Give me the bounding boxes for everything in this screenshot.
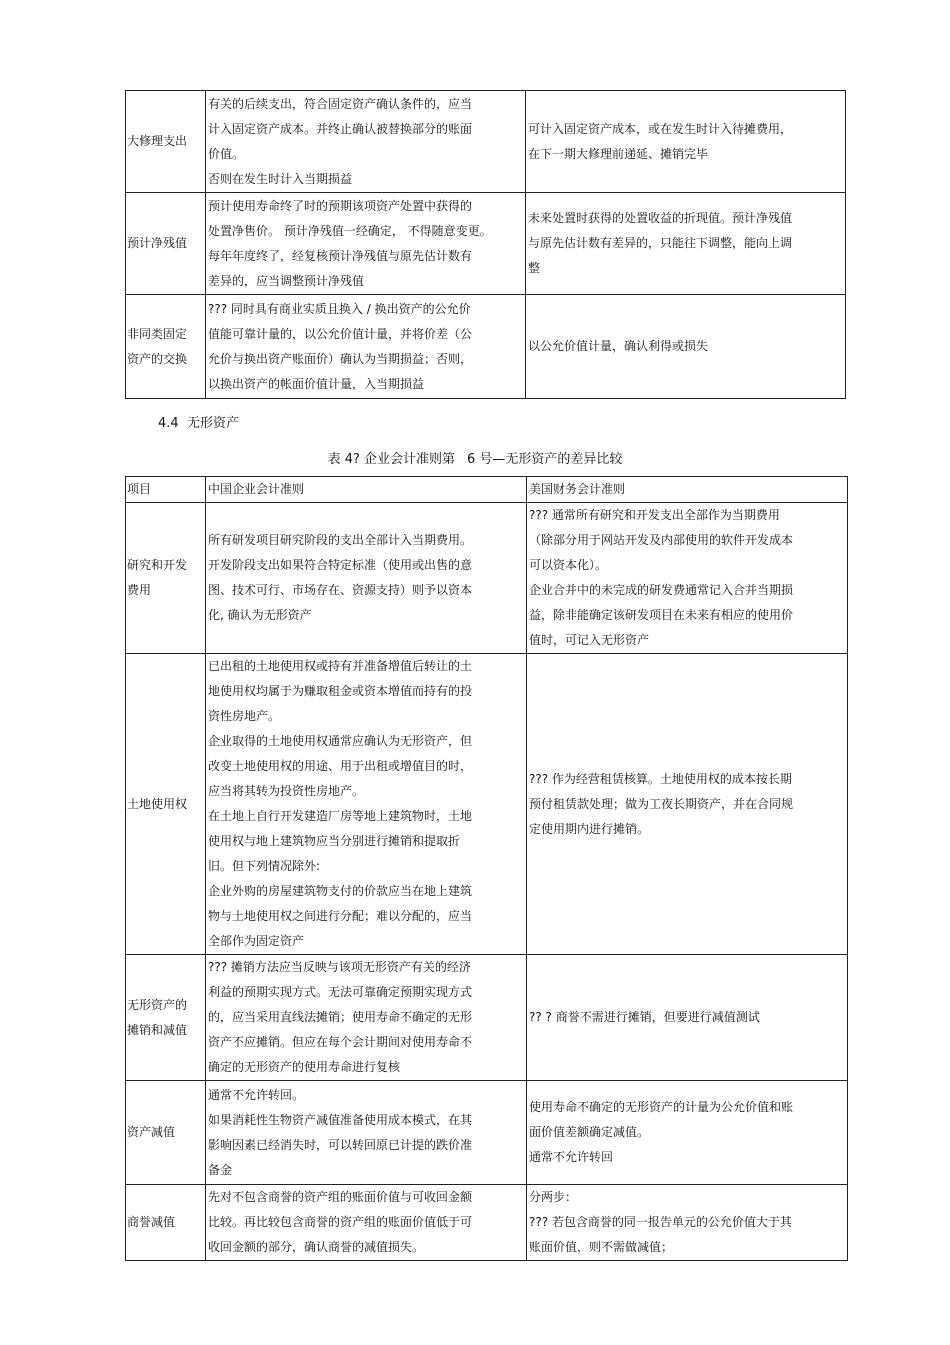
text-line: 在下一期大修理前递延、摊销完毕 — [528, 146, 709, 161]
section-title: 无形资产 — [186, 416, 239, 431]
text-line: 可计入固定资产成本，或在发生时计入待摊费用， — [528, 121, 793, 136]
row-item-cell — [126, 295, 206, 399]
text-line: 研究和开发 — [127, 558, 188, 572]
china-standard-cell — [206, 654, 527, 955]
us-standard-cell — [526, 295, 846, 399]
text-line: 益，除非能确定该研发项目在未来有相应的使用价 — [529, 608, 794, 622]
china-standard-cell — [206, 955, 527, 1081]
text-line: 非同类固定 — [127, 326, 188, 341]
row-item-cell — [126, 1185, 206, 1261]
text-line: 预计净残值 — [127, 236, 188, 250]
text-line: 每年年度终了，经复核预计净残值与原先估计数有 — [208, 248, 473, 263]
china-standard-cell — [206, 503, 527, 654]
text-line: ??? 作为经营租赁核算。土地使用权的成本按长期 — [529, 771, 792, 786]
text-line: 土地使用权 — [127, 796, 188, 811]
text-line: 使用权与地上建筑物应当分别进行摊销和提取折 — [208, 834, 461, 848]
table-row — [126, 295, 846, 399]
text-line: 未来处置时获得的处置收益的折现值。预计净残值 — [528, 211, 793, 225]
text-line: 资产不应摊销。但应在每个会计期间对使用寿命不 — [208, 1035, 473, 1049]
text-line: 整 — [528, 261, 541, 275]
text-line: （除部分用于网站开发及内部使用的软件开发成本 — [529, 533, 794, 547]
text-line: 允价与换出资产账面价）确认为当期损益；否则， — [208, 351, 473, 366]
text-line: 差异的，应当调整预计净残值 — [208, 273, 365, 288]
text-line: 如果消耗性生物资产减值准备使用成本模式，在其 — [208, 1112, 473, 1127]
table-row — [126, 1185, 848, 1261]
text-line: 已出租的土地使用权或持有并准备增值后转让的土 — [208, 659, 473, 673]
section-number: 4.4 — [158, 416, 179, 431]
text-line: 与原先估计数有差异的，只能往下调整，能向上调 — [528, 236, 793, 250]
us-standard-cell — [527, 1185, 848, 1261]
text-line: 所有研发项目研究阶段的支出全部计入当期费用。 — [208, 533, 473, 547]
text-line: 预计使用寿命终了时的预期该项资产处置中获得的 — [208, 198, 473, 213]
text-line: 分两步： — [529, 1190, 578, 1204]
text-line: 的，应当采用直线法摊销；使用寿命不确定的无形 — [208, 1010, 473, 1024]
text-line: 企业取得的土地使用权通常应确认为无形资产，但 — [208, 734, 473, 748]
row-item-cell — [126, 91, 206, 193]
text-line: 预付租赁款处理；做为工夜长期资产，并在合同规 — [529, 796, 794, 811]
table-row — [126, 654, 848, 955]
text-line: ??? 摊销方法应当反映与该项无形资产有关的经济 — [208, 960, 471, 974]
china-standard-cell — [206, 193, 526, 295]
text-line: 使用寿命不确定的无形资产的计量为公允价值和账 — [529, 1100, 794, 1114]
us-standard-cell — [526, 193, 846, 295]
text-line: ??? 同时具有商业实质且换入 / 换出资产的公允价 — [208, 301, 471, 316]
text-line: 通常不允许转回。 — [208, 1087, 305, 1102]
row-item-cell — [126, 193, 206, 295]
china-standard-cell — [206, 1081, 527, 1185]
text-line: 开发阶段支出如果符合特定标准（使用或出售的意 — [208, 558, 473, 572]
text-line: 值能可靠计量的，以公允价值计量，并将价差（公 — [208, 326, 473, 341]
text-line: 企业外购的房屋建筑物支付的价款应当在地上建筑 — [208, 884, 473, 898]
text-line: 在土地上自行开发建造厂房等地上建筑物时，土地 — [208, 809, 473, 823]
caption-part-1: 表 4? 企业会计准则第 — [327, 452, 456, 467]
caption-part-2: 6 号—无形资产的差异比较 — [467, 452, 623, 467]
text-line: 地使用权均属于为赚取租金或资本增值而持有的投 — [208, 684, 473, 698]
china-standard-cell — [206, 1185, 527, 1261]
text-line: ??? 若包含商誉的同一报告单元的公允价值大于其 — [529, 1215, 792, 1229]
table-caption — [0, 448, 950, 467]
row-item-cell — [126, 654, 206, 955]
text-line: 账面价值，则不需做减值； — [529, 1240, 674, 1254]
text-line: 收回金额的部分，确认商誉的减值损失。 — [208, 1240, 425, 1254]
china-standard-cell — [206, 91, 526, 193]
us-standard-cell — [527, 654, 848, 955]
text-line: 资产减值 — [127, 1125, 176, 1139]
text-line: 以换出资产的帐面价值计量，入当期损益 — [208, 376, 425, 391]
text-line: 价值。 — [208, 146, 245, 161]
text-line: 处置净售价。 预计净残值一经确定， 不得随意变更。 — [208, 223, 492, 238]
text-line: 化, 确认为无形资产 — [208, 608, 312, 622]
text-line: 有关的后续支出，符合固定资产确认条件的，应当 — [208, 96, 473, 111]
text-line: 摊销和减值 — [127, 1022, 188, 1037]
text-line: 先对不包含商誉的资产组的账面价值与可收回金额 — [208, 1190, 473, 1204]
text-line: 资性房地产。 — [208, 709, 281, 723]
us-standard-cell — [526, 91, 846, 193]
text-line: 大修理支出 — [127, 134, 188, 148]
text-line: ?? ? 商誉不需进行摊销，但要进行减值测试 — [529, 1010, 760, 1024]
us-standard-cell — [527, 1081, 848, 1185]
us-standard-cell — [527, 503, 848, 654]
text-line: 备金 — [208, 1162, 233, 1177]
text-line: 物与土地使用权之间进行分配；难以分配的，应当 — [208, 909, 473, 923]
header-china-standard: 中国企业会计准则 — [206, 477, 527, 503]
text-line: 通常不允许转回 — [529, 1150, 614, 1164]
text-line: 可以资本化）。 — [529, 558, 608, 572]
text-line: 改变土地使用权的用途、用于出租或增值目的时， — [208, 759, 473, 773]
text-line: 全部作为固定资产 — [208, 934, 305, 948]
header-item: 项目 — [126, 477, 206, 503]
table-row — [126, 1081, 848, 1185]
text-line: 面价值差额确定减值。 — [529, 1125, 650, 1139]
table-row — [126, 91, 846, 193]
text-line: 值时，可记入无形资产 — [529, 633, 650, 647]
text-line: 计入固定资产成本。并终止确认被替换部分的账面 — [208, 121, 473, 136]
text-line: 费用 — [127, 583, 152, 597]
text-line: 以公允价值计量，确认利得或损失 — [528, 339, 709, 353]
text-line: 企业合并中的未完成的研发费通常记入合并当期损 — [529, 583, 794, 597]
text-line: 定使用期内进行摊销。 — [529, 821, 650, 836]
text-line: 旧。但下列情况除外: — [208, 859, 321, 873]
header-us-standard: 美国财务会计准则 — [527, 477, 848, 503]
row-item-cell — [126, 955, 206, 1081]
text-line: 图、技术可行、市场存在、资源支持）则予以资本 — [208, 583, 473, 597]
text-line: 比较。再比较包含商誉的资产组的账面价值低于可 — [208, 1215, 473, 1229]
us-standard-cell — [527, 955, 848, 1081]
text-line: 应当将其转为投资性房地产。 — [208, 784, 365, 798]
fixed-asset-comparison-table-continued — [125, 90, 846, 399]
text-line: ??? 通常所有研究和开发支出全部作为当期费用 — [529, 508, 780, 522]
table-row — [126, 955, 848, 1081]
table-header-row — [126, 477, 848, 503]
row-item-cell — [126, 503, 206, 654]
china-standard-cell — [206, 295, 526, 399]
section-heading — [158, 412, 239, 431]
text-line: 确定的无形资产的使用寿命进行复核 — [208, 1060, 401, 1074]
text-line: 无形资产的 — [127, 997, 188, 1012]
table-row — [126, 503, 848, 654]
table-row — [126, 193, 846, 295]
row-item-cell — [126, 1081, 206, 1185]
text-line: 资产的交换 — [127, 351, 188, 366]
text-line: 影响因素已经消失时，可以转回原已计提的跌价准 — [208, 1137, 473, 1152]
text-line: 商誉减值 — [127, 1215, 176, 1229]
text-line: 利益的预期实现方式。无法可靠确定预期实现方式 — [208, 985, 473, 999]
intangible-asset-comparison-table — [125, 476, 848, 1261]
text-line: 否则在发生时计入当期损益 — [208, 171, 353, 186]
